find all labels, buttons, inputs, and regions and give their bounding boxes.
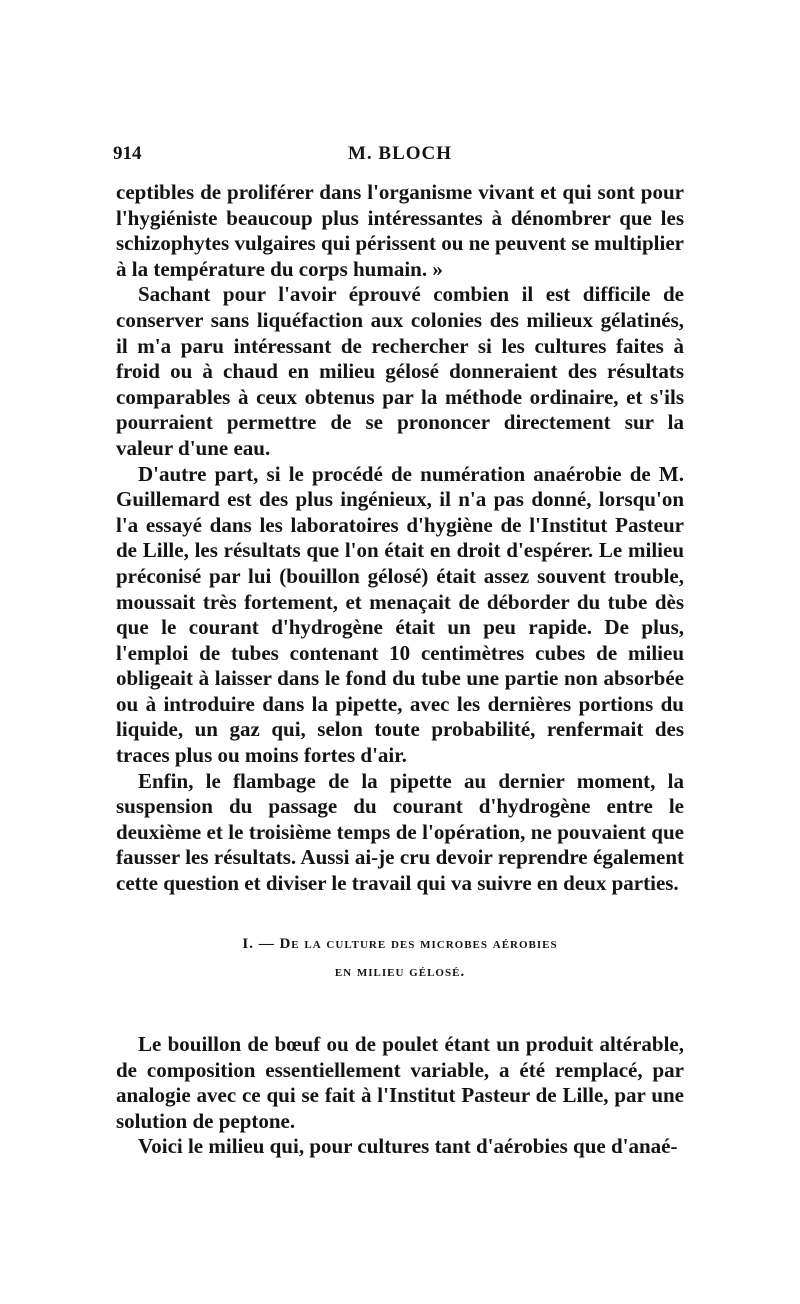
paragraph: D'autre part, si le procédé de numération anaérobie de M. Guillemard est des plus ingénieux, il n'a pas donné, lorsqu'on l'a essayé dans les laboratoires d'hygiène de l'Institut Pasteur de Lille, les résultats que l'on était en droit d'espérer. Le milieu préconisé par lui (bouillon gélosé) était assez souvent trouble, moussait très fortement, et menaçait de déborder du tube dès que le courant d'hydrogène était un peu rapide. De plus, l'emploi de tubes contenant 10 centimètres cubes de milieu obligeait à laisser dans le fond du tube une partie non absorbée ou à introduire dans la pipette, avec les dernières portions du liquide, un gaz qui, selon toute probabilité, renfermait des traces plus ou moins fortes d'air. <box>116 461 684 768</box>
section-heading <box>116 930 684 986</box>
paragraph: Le bouillon de bœuf ou de poulet étant un produit altérable, de composition essentiellement variable, a été remplacé, par analogie avec ce qui se fait à l'Institut Pasteur de Lille, par une solution de peptone. <box>116 1032 684 1133</box>
section-heading-line-2: en milieu gélosé. <box>334 964 466 980</box>
paragraph: ceptibles de proliférer dans l'organisme vivant et qui sont pour l'hygiéniste beaucoup plus intéressantes à dénombrer que les schizophytes vulgaires qui périssent ou ne peuvent se multiplier à la température du corps humain. » <box>116 180 684 281</box>
paragraph: Enfin, le flambage de la pipette au dernier moment, la suspension du passage du courant d'hydrogène entre le deuxième et le troisième temps de l'opération, ne pouvaient que fausser les résultats. Aussi ai-je cru devoir reprendre également cette question et diviser le travail qui va suivre en deux parties. <box>116 768 684 896</box>
body-text-top <box>116 180 684 897</box>
section-heading-line-1: I. — De la culture des microbes aérobies <box>242 936 558 952</box>
paragraph: Sachant pour l'avoir éprouvé combien il est difficile de conserver sans liquéfaction aux colonies des milieux gélatinés, il m'a paru intéressant de rechercher si les cultures faites à froid ou à chaud en milieu gélosé donneraient des résultats comparables à ceux obtenus par la méthode ordinaire, et s'ils pourraient permettre de se prononcer directement sur la valeur d'une eau. <box>116 282 684 460</box>
running-title: M. BLOCH <box>347 143 453 164</box>
paragraph: Voici le milieu qui, pour cultures tant d'aérobies que d'anaé- <box>138 1134 678 1159</box>
body-text-bottom <box>116 1032 684 1160</box>
page-number: 914 <box>113 143 142 164</box>
